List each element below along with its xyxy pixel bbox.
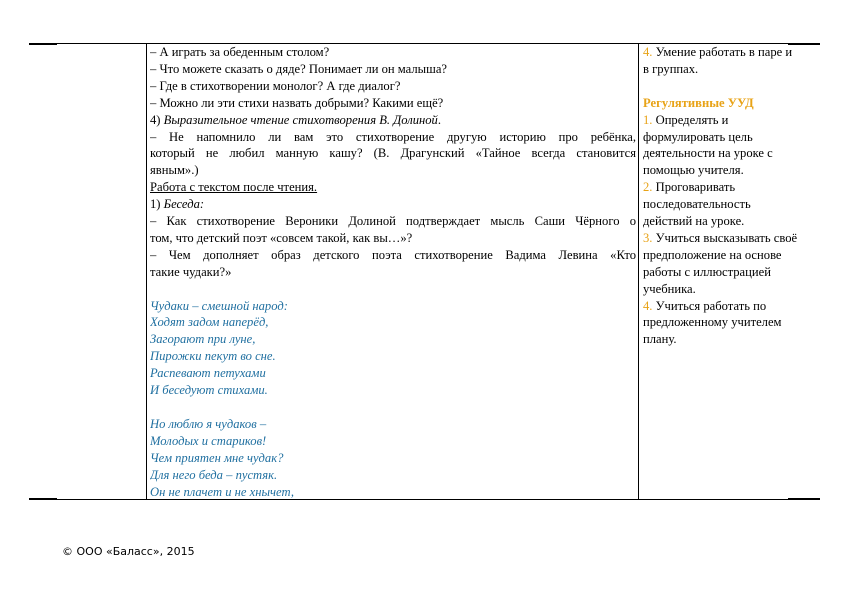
poem-line: Для него беда – пустяк.	[150, 467, 278, 482]
poem-line: Ходят задом наперёд,	[150, 315, 269, 330]
poem-stanza-1	[150, 298, 636, 399]
step-heading: 4) Выразительное чтение стихотворения В. Долиной.	[150, 112, 441, 127]
regulative-uud-heading: Регулятивные УУД	[643, 95, 754, 110]
outcome-item: 2. Проговаривать	[643, 180, 736, 195]
outcome-line: работы с иллюстрацией	[643, 264, 771, 279]
poem-line: И беседуют стихами.	[150, 383, 268, 398]
poem-line: Чудаки – смешной народ:	[150, 298, 288, 313]
copyright-footer: © ООО «Баласс», 2015	[62, 545, 195, 558]
poem-line: Загорают при луне,	[150, 332, 256, 347]
corner-mark-bottom-left	[29, 498, 57, 500]
question-line: – Можно ли эти стихи назвать добрыми? Какими ещё?	[150, 95, 444, 110]
outcome-item: 4. Умение работать в паре и	[643, 45, 793, 59]
question-line: явным».)	[150, 163, 199, 178]
poem-line: Распевают петухами	[150, 366, 266, 381]
outcome-line: формулировать цель	[643, 129, 753, 144]
poem-line: Молодых и стариков!	[150, 433, 267, 448]
question-line: том, что детский поэт «совсем такой, как вы…»?	[150, 230, 413, 245]
outcome-line: деятельности на уроке с	[643, 146, 773, 161]
outcome-line: плану.	[643, 332, 677, 347]
outcome-line: предположение на основе	[643, 247, 782, 262]
question-line: – Чем дополняет образ детского поэта стихотворение Вадима Левина «Кто	[150, 247, 636, 262]
outcome-item: 1. Определять и	[643, 112, 729, 127]
poem-line: Он не плачет и не хнычет,	[150, 484, 295, 499]
question-line: – Не напомнило ли вам это стихотворение другую историю про ребёнка,	[150, 129, 636, 144]
outcome-item: 3. Учиться высказывать своё	[643, 230, 798, 245]
column-divider-2	[638, 44, 639, 499]
question-line: – Что можете сказать о дяде? Понимает ли он малыша?	[150, 61, 448, 76]
outcome-line: помощью учителя.	[643, 163, 744, 178]
outcome-line: действий на уроке.	[643, 214, 745, 229]
lesson-activities-cell	[150, 44, 636, 499]
section-heading: Работа с текстом после чтения.	[150, 180, 318, 195]
question-line: – А играть за обеденным столом?	[150, 45, 330, 59]
question-line: такие чудаки?»	[150, 264, 232, 279]
column-divider-1	[146, 44, 147, 499]
outcome-item: 4. Учиться работать по	[643, 298, 767, 313]
question-line: – Где в стихотворении монолог? А где диалог?	[150, 78, 401, 93]
step-heading: 1) Беседа:	[150, 197, 205, 212]
outcome-line: предложенному учителем	[643, 315, 782, 330]
poem-line: Чем приятен мне чудак?	[150, 450, 284, 465]
poem-line: Пирожки пекут во сне.	[150, 349, 276, 364]
question-line: – Как стихотворение Вероники Долиной подтверждает мысль Саши Чёрного о	[150, 214, 636, 229]
lesson-table	[29, 43, 820, 500]
poem-line: Но люблю я чудаков –	[150, 416, 267, 431]
learning-outcomes-cell	[643, 44, 817, 499]
outcome-line: последовательность	[643, 197, 751, 212]
question-line: который не любил манную кашу? (В. Драгунский «Тайное всегда становится	[150, 146, 636, 161]
outcome-line: учебника.	[643, 281, 696, 296]
outcome-line: в группах.	[643, 61, 699, 76]
poem-stanza-2	[150, 416, 636, 499]
corner-mark-top-left	[29, 43, 57, 45]
